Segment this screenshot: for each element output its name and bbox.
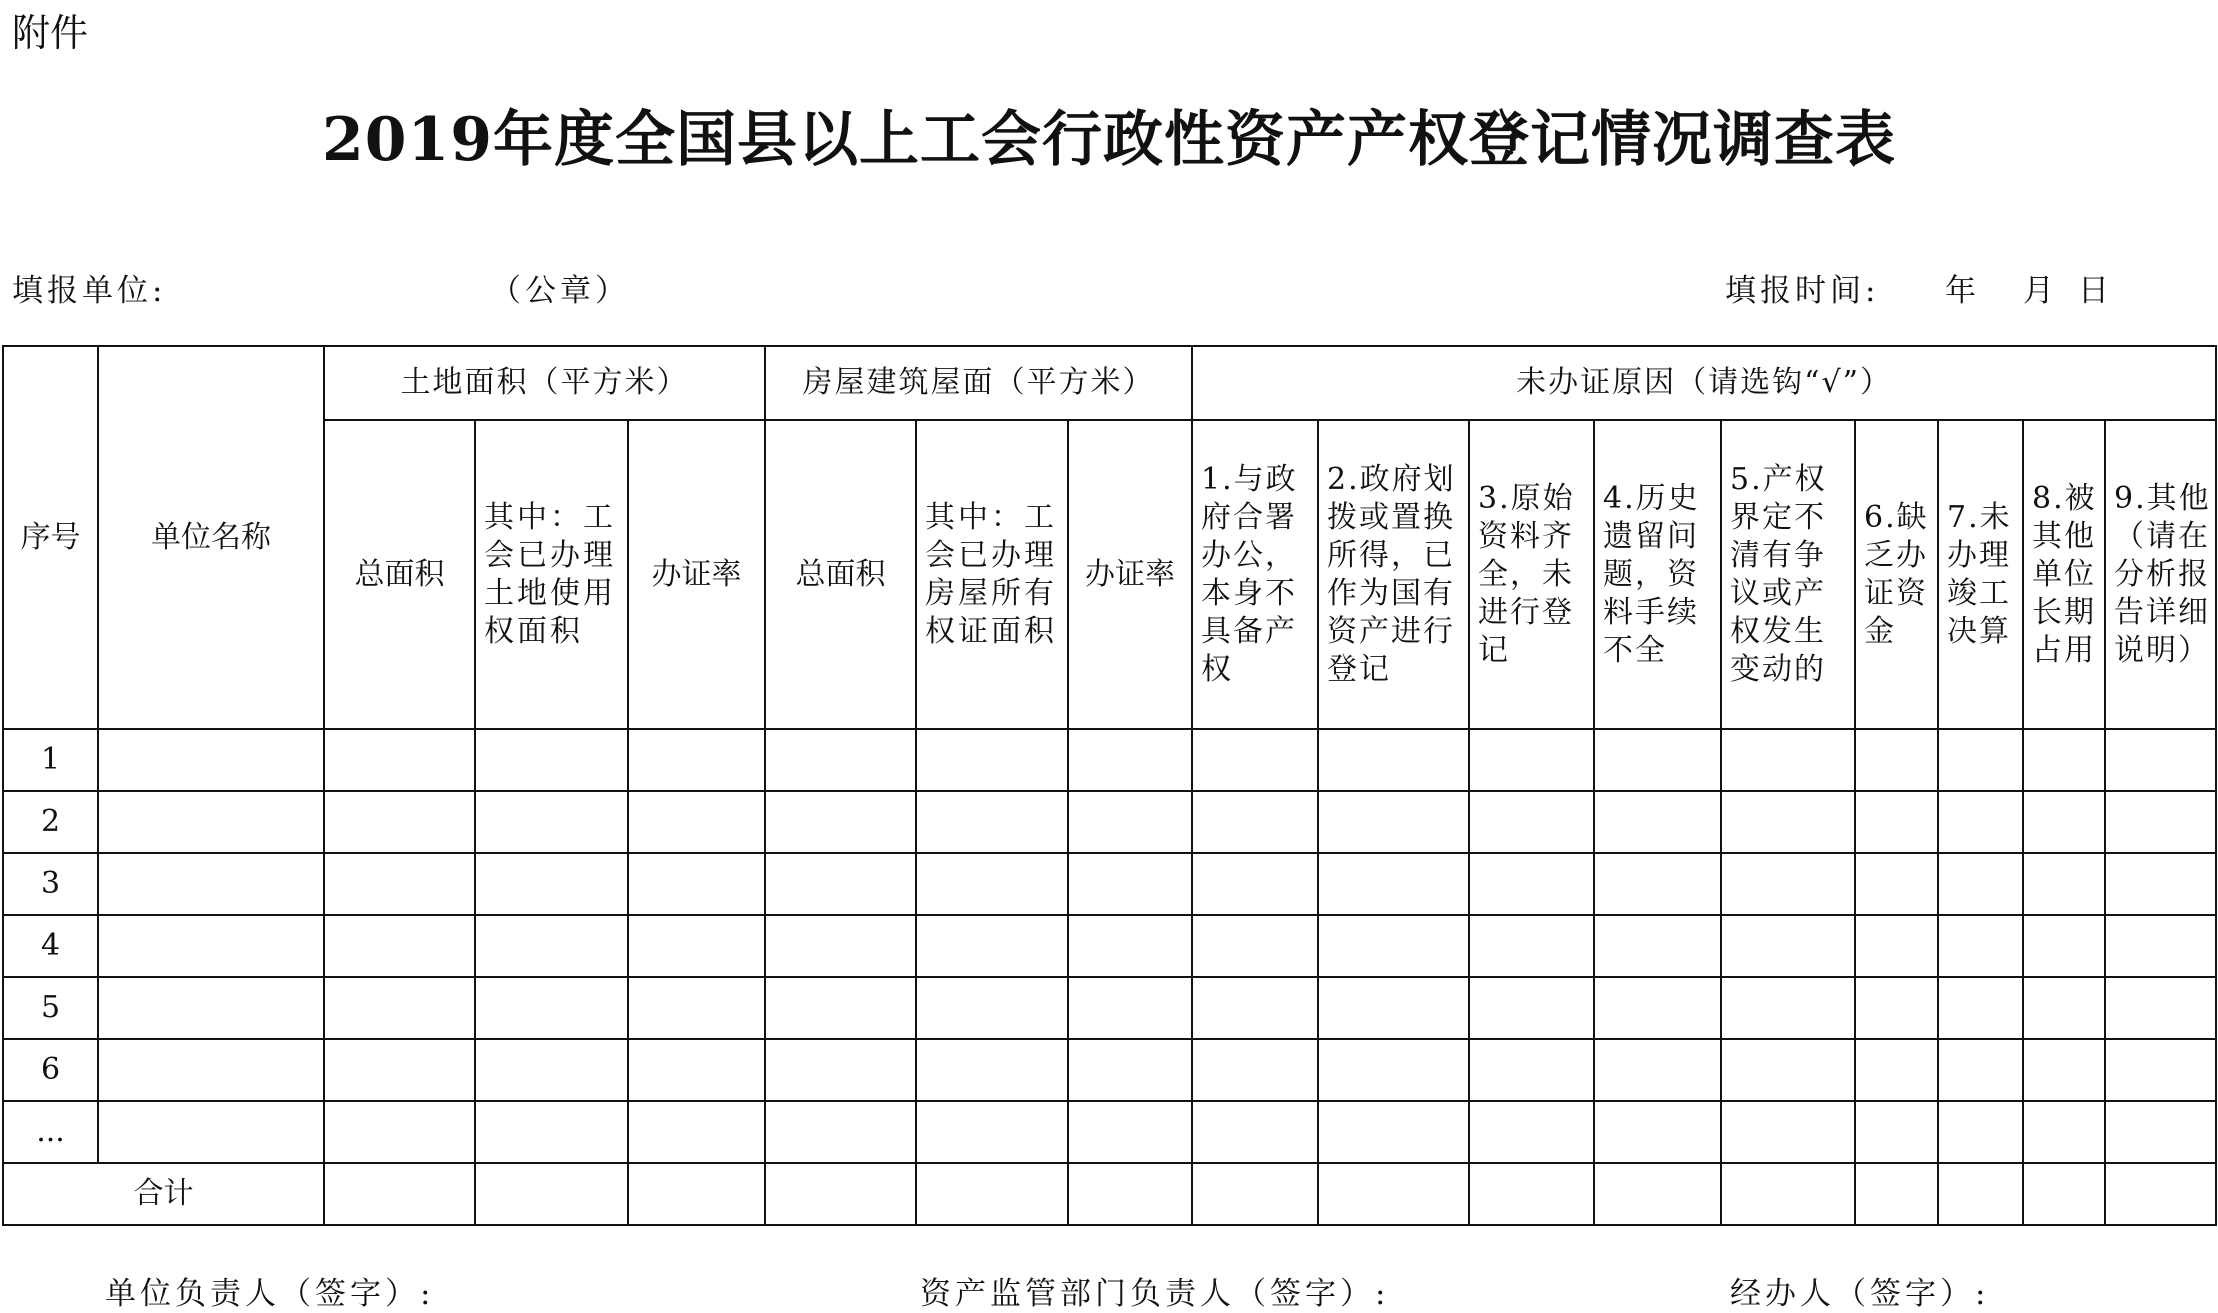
table-cell[interactable] — [324, 791, 475, 853]
year-label: 年 — [1945, 273, 1980, 309]
table-cell[interactable] — [1855, 853, 1938, 915]
table-cell[interactable] — [1938, 977, 2023, 1039]
official-seal-label: （公章） — [490, 273, 630, 309]
day-label: 日 — [2078, 273, 2113, 309]
table-cell[interactable] — [98, 791, 324, 853]
table-cell[interactable] — [1469, 853, 1594, 915]
table-cell[interactable] — [628, 791, 765, 853]
table-cell[interactable] — [475, 1039, 628, 1101]
table-cell[interactable] — [916, 791, 1068, 853]
table-cell[interactable] — [2023, 791, 2105, 853]
table-cell[interactable] — [1594, 1163, 1721, 1225]
column-header-land-total: 总面积 — [324, 420, 475, 729]
table-cell[interactable] — [1318, 853, 1469, 915]
table-cell[interactable] — [1192, 1163, 1318, 1225]
table-cell[interactable] — [2105, 1039, 2216, 1101]
table-cell[interactable] — [2023, 1101, 2105, 1163]
table-cell[interactable] — [2023, 1163, 2105, 1225]
table-cell[interactable] — [1594, 1101, 1721, 1163]
table-cell[interactable] — [1938, 1039, 2023, 1101]
table-cell[interactable] — [1469, 915, 1594, 977]
group-header-land-area: 土地面积（平方米） — [324, 346, 765, 420]
table-cell[interactable] — [1938, 1163, 2023, 1225]
table-cell[interactable] — [324, 1039, 475, 1101]
table-cell[interactable] — [1721, 1163, 1855, 1225]
attachment-label: 附件 — [12, 11, 89, 55]
reason-header-1: 1.与政府合署办公，本身不具备产权 — [1192, 420, 1318, 729]
table-cell[interactable] — [1469, 1163, 1594, 1225]
table-cell[interactable] — [1721, 977, 1855, 1039]
reason-header-8: 8.被其他单位长期占用 — [2023, 420, 2105, 729]
table-cell[interactable] — [1469, 1039, 1594, 1101]
table-cell[interactable] — [98, 1101, 324, 1163]
table-cell[interactable] — [1594, 853, 1721, 915]
table-cell[interactable] — [1855, 791, 1938, 853]
table-cell[interactable] — [1068, 729, 1192, 791]
table-cell[interactable] — [1192, 1101, 1318, 1163]
table-cell[interactable] — [1318, 915, 1469, 977]
table-cell[interactable] — [2105, 1163, 2216, 1225]
table-cell[interactable] — [2023, 915, 2105, 977]
table-cell[interactable] — [98, 729, 324, 791]
group-header-unregistered-reason: 未办证原因（请选钩“√”） — [1192, 346, 2216, 420]
table-cell[interactable] — [1068, 915, 1192, 977]
survey-table — [2, 345, 2217, 1226]
table-cell[interactable] — [628, 1163, 765, 1225]
column-header-seq: 序号 — [3, 346, 98, 729]
table-cell[interactable] — [324, 977, 475, 1039]
table-cell[interactable] — [1469, 729, 1594, 791]
total-label: 合计 — [3, 1163, 324, 1225]
table-cell[interactable] — [1594, 1039, 1721, 1101]
reason-header-6: 6.缺乏办证资金 — [1855, 420, 1938, 729]
reason-header-3: 3.原始资料齐全，未进行登记 — [1469, 420, 1594, 729]
table-cell[interactable] — [1068, 791, 1192, 853]
table-cell[interactable] — [2023, 729, 2105, 791]
reason-header-9: 9.其他（请在分析报告详细说明） — [2105, 420, 2216, 729]
table-row — [3, 915, 2216, 977]
table-cell[interactable] — [765, 915, 916, 977]
table-cell[interactable] — [475, 915, 628, 977]
table-cell[interactable] — [1068, 1101, 1192, 1163]
table-cell[interactable] — [1192, 853, 1318, 915]
table-cell[interactable] — [628, 853, 765, 915]
table-cell[interactable] — [765, 791, 916, 853]
table-cell[interactable] — [98, 977, 324, 1039]
table-cell[interactable] — [475, 791, 628, 853]
table-cell[interactable] — [916, 1039, 1068, 1101]
table-cell[interactable] — [1855, 729, 1938, 791]
table-cell[interactable] — [98, 853, 324, 915]
table-cell[interactable] — [916, 1163, 1068, 1225]
column-header-land-registered: 其中：工会已办理土地使用权面积 — [475, 420, 628, 729]
table-row — [3, 977, 2216, 1039]
column-header-house-registered: 其中：工会已办理房屋所有权证面积 — [916, 420, 1068, 729]
handler-signature: 经办人（签字）: — [1730, 1276, 1990, 1312]
table-cell[interactable] — [1318, 1101, 1469, 1163]
table-cell[interactable] — [1855, 977, 1938, 1039]
column-header-house-total: 总面积 — [765, 420, 916, 729]
unit-head-signature: 单位负责人（签字）: — [105, 1276, 435, 1312]
table-cell[interactable] — [1318, 729, 1469, 791]
table-cell[interactable] — [1938, 791, 2023, 853]
table-cell[interactable] — [2023, 1039, 2105, 1101]
table-cell[interactable] — [1192, 977, 1318, 1039]
table-cell[interactable] — [1721, 1039, 1855, 1101]
table-cell[interactable] — [1938, 853, 2023, 915]
table-cell[interactable] — [765, 853, 916, 915]
row-seq: 6 — [3, 1039, 98, 1101]
table-cell[interactable] — [628, 915, 765, 977]
table-row — [3, 853, 2216, 915]
table-cell[interactable] — [324, 1163, 475, 1225]
row-seq: ... — [3, 1101, 98, 1163]
table-cell[interactable] — [1192, 1039, 1318, 1101]
reason-header-4: 4.历史遗留问题，资料手续不全 — [1594, 420, 1721, 729]
table-cell[interactable] — [98, 1039, 324, 1101]
table-cell[interactable] — [324, 729, 475, 791]
table-cell[interactable] — [1938, 1101, 2023, 1163]
table-cell[interactable] — [628, 1101, 765, 1163]
table-cell[interactable] — [475, 1101, 628, 1163]
filling-time-label: 填报时间: — [1725, 273, 1880, 309]
table-cell[interactable] — [1721, 1101, 1855, 1163]
table-cell[interactable] — [1068, 977, 1192, 1039]
table-cell[interactable] — [2105, 977, 2216, 1039]
table-cell[interactable] — [916, 853, 1068, 915]
table-cell[interactable] — [916, 729, 1068, 791]
asset-dept-head-signature: 资产监管部门负责人（签字）: — [920, 1276, 1390, 1312]
table-row — [3, 791, 2216, 853]
table-cell[interactable] — [1855, 1163, 1938, 1225]
table-cell[interactable] — [916, 977, 1068, 1039]
table-cell[interactable] — [916, 915, 1068, 977]
table-cell[interactable] — [916, 1101, 1068, 1163]
table-cell[interactable] — [1938, 729, 2023, 791]
table-cell[interactable] — [2105, 791, 2216, 853]
page-title: 2019年度全国县以上工会行政性资产产权登记情况调查表 — [322, 105, 1896, 175]
table-cell[interactable] — [475, 1163, 628, 1225]
table-cell[interactable] — [1469, 977, 1594, 1039]
table-cell[interactable] — [1855, 915, 1938, 977]
table-cell[interactable] — [1721, 729, 1855, 791]
table-cell[interactable] — [1469, 1101, 1594, 1163]
table-cell[interactable] — [2105, 915, 2216, 977]
reason-header-5: 5.产权界定不清有争议或产权发生变动的 — [1721, 420, 1855, 729]
month-label: 月 — [2023, 273, 2058, 309]
filling-unit-label: 填报单位: — [12, 273, 167, 309]
table-cell[interactable] — [628, 729, 765, 791]
table-cell[interactable] — [1318, 1039, 1469, 1101]
table-cell[interactable] — [475, 729, 628, 791]
row-seq: 4 — [3, 915, 98, 977]
table-cell[interactable] — [1068, 1163, 1192, 1225]
total-row — [3, 1163, 2216, 1225]
row-seq: 3 — [3, 853, 98, 915]
table-cell[interactable] — [765, 1163, 916, 1225]
reason-header-7: 7.未办理竣工决算 — [1938, 420, 2023, 729]
table-cell[interactable] — [2023, 977, 2105, 1039]
table-cell[interactable] — [1318, 1163, 1469, 1225]
table-cell[interactable] — [1594, 977, 1721, 1039]
table-cell[interactable] — [765, 729, 916, 791]
table-cell[interactable] — [1721, 791, 1855, 853]
column-header-land-rate: 办证率 — [628, 420, 765, 729]
table-cell[interactable] — [1594, 915, 1721, 977]
table-cell[interactable] — [1721, 853, 1855, 915]
table-cell[interactable] — [1594, 729, 1721, 791]
table-cell[interactable] — [765, 1039, 916, 1101]
row-seq: 2 — [3, 791, 98, 853]
table-cell[interactable] — [1938, 915, 2023, 977]
reason-header-2: 2.政府划拨或置换所得，已作为国有资产进行登记 — [1318, 420, 1469, 729]
table-cell[interactable] — [1469, 791, 1594, 853]
table-cell[interactable] — [1192, 791, 1318, 853]
table-cell[interactable] — [2023, 853, 2105, 915]
table-cell[interactable] — [2105, 1101, 2216, 1163]
table-cell[interactable] — [475, 853, 628, 915]
table-row — [3, 729, 2216, 791]
table-cell[interactable] — [1192, 915, 1318, 977]
row-seq: 5 — [3, 977, 98, 1039]
column-header-unit-name: 单位名称 — [98, 346, 324, 729]
table-cell[interactable] — [324, 915, 475, 977]
table-cell[interactable] — [1068, 853, 1192, 915]
table-row — [3, 1101, 2216, 1163]
group-header-building-area: 房屋建筑屋面（平方米） — [765, 346, 1192, 420]
table-cell[interactable] — [475, 977, 628, 1039]
table-cell[interactable] — [1855, 1101, 1938, 1163]
table-cell[interactable] — [1721, 915, 1855, 977]
table-cell[interactable] — [628, 977, 765, 1039]
table-cell[interactable] — [1594, 791, 1721, 853]
table-cell[interactable] — [765, 1101, 916, 1163]
table-cell[interactable] — [765, 977, 916, 1039]
table-cell[interactable] — [2105, 729, 2216, 791]
table-cell[interactable] — [324, 853, 475, 915]
column-header-house-rate: 办证率 — [1068, 420, 1192, 729]
table-cell[interactable] — [1192, 729, 1318, 791]
table-cell[interactable] — [1318, 977, 1469, 1039]
table-row — [3, 1039, 2216, 1101]
table-cell[interactable] — [324, 1101, 475, 1163]
row-seq: 1 — [3, 729, 98, 791]
table-cell[interactable] — [2105, 853, 2216, 915]
table-cell[interactable] — [1855, 1039, 1938, 1101]
table-cell[interactable] — [1318, 791, 1469, 853]
table-cell[interactable] — [628, 1039, 765, 1101]
table-cell[interactable] — [98, 915, 324, 977]
table-cell[interactable] — [1068, 1039, 1192, 1101]
